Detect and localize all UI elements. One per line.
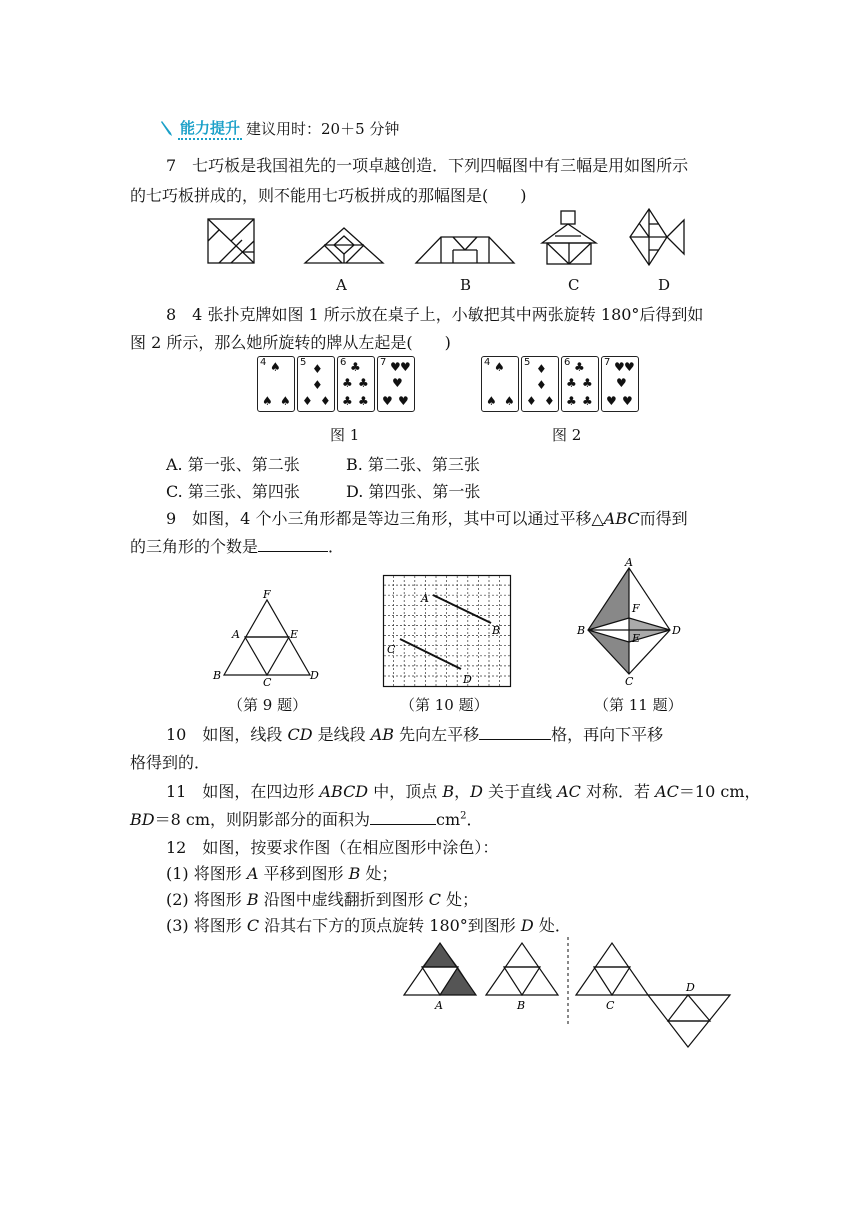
card-rank: 6 <box>564 357 571 368</box>
card-rank: 7 <box>604 357 611 368</box>
q12-var: A <box>246 864 259 883</box>
q12-text: 沿其右下方的顶点旋转 180°到图形 <box>259 916 521 935</box>
fig2-card-2 <box>521 356 559 412</box>
q9-text: 9 如图，4 个小三角形都是等边三角形，其中可以通过平移△ <box>166 509 604 528</box>
club-icon: ♣ <box>566 376 577 390</box>
q10-var-cd: CD <box>287 725 313 744</box>
club-icon: ♣ <box>582 376 593 390</box>
card-rank: 4 <box>484 357 491 368</box>
q12-text: 处． <box>533 916 571 935</box>
fig1-card-1 <box>257 356 295 412</box>
q11-var: D <box>470 782 483 801</box>
q7-label-c: C <box>568 276 580 294</box>
card-rank: 7 <box>380 357 387 368</box>
q10-label-a: A <box>421 592 429 605</box>
diamond-icon: ♦ <box>536 362 547 376</box>
q9-answer-blank[interactable] <box>258 535 328 552</box>
q9-caption: （第 9 题） <box>228 696 308 714</box>
card-rank: 6 <box>340 357 347 368</box>
q12-var: C <box>246 916 260 935</box>
q11-var: ABCD <box>319 782 369 801</box>
q9-text: 的三角形的个数是 <box>130 537 259 556</box>
club-icon: ♣ <box>574 360 585 374</box>
q12-label-c: C <box>606 999 615 1012</box>
club-icon: ♣ <box>350 360 361 374</box>
q12-text: 处； <box>360 864 398 883</box>
q11-label-f: F <box>632 602 640 615</box>
q12-step3 <box>166 913 571 936</box>
q11-text: ＝8 cm，则阴影部分的面积为 <box>154 810 370 829</box>
q11-caption: （第 11 题） <box>594 696 683 714</box>
q9-label-e: E <box>290 628 299 641</box>
q10-text: 10 如图，线段 <box>166 725 288 744</box>
q12-text: (2) 将图形 <box>166 890 247 909</box>
q9-text: ． <box>328 537 345 556</box>
fig1-card-3 <box>337 356 375 412</box>
q12-text: 沿图中虚线翻折到图形 <box>258 890 429 909</box>
q10-text: 先向左平移 <box>394 725 480 744</box>
q11-label-d: D <box>672 624 681 637</box>
q11-var: AC <box>557 782 581 801</box>
q8-option-b[interactable]: B. 第二张、第三张 <box>346 455 480 474</box>
spade-icon: ♠ <box>270 360 281 374</box>
q11-var: AC <box>655 782 679 801</box>
q7-label-d: D <box>658 276 671 294</box>
spade-icon: ♠ <box>486 394 497 408</box>
q11-label-c: C <box>625 675 634 688</box>
q12-var: D <box>520 916 534 935</box>
q9-label-c: C <box>263 676 272 689</box>
heart-icon: ♥ <box>606 394 617 408</box>
q7-label-a: A <box>336 276 347 294</box>
q10-caption: （第 10 题） <box>400 696 489 714</box>
heart-icon: ♥ <box>382 394 393 408</box>
spade-icon: ♠ <box>504 394 515 408</box>
q7-option-d-figure <box>629 208 685 266</box>
q7-line1: 7 七巧板是我国祖先的一项卓越创造．下列四幅图中有三幅是用如图所示 <box>166 156 689 175</box>
suggested-time: 建议用时：20＋5 分钟 <box>246 119 400 138</box>
q11-text: ， <box>454 782 471 801</box>
fig1-card-4 <box>377 356 415 412</box>
heart-icon: ♥ <box>392 376 403 390</box>
q8-option-c[interactable]: C. 第三张、第四张 <box>166 482 300 501</box>
q12-label-b: B <box>517 999 526 1012</box>
heart-icon: ♥ <box>624 360 635 374</box>
q10-text: 格，再向下平移 <box>551 725 664 744</box>
club-icon: ♣ <box>358 394 369 408</box>
q11-var: B <box>442 782 455 801</box>
q9-label-a: A <box>232 628 240 641</box>
q9-label-b: B <box>213 669 222 682</box>
q11-text: 关于直线 <box>482 782 558 801</box>
spade-icon: ♠ <box>494 360 505 374</box>
q11-line2 <box>130 807 483 830</box>
q11-line1 <box>166 779 761 802</box>
q10-label-c: C <box>387 643 396 656</box>
diamond-icon: ♦ <box>312 378 323 392</box>
fig2-caption: 图 2 <box>552 426 582 444</box>
q9-var-abc: ABC <box>603 509 640 528</box>
diamond-icon: ♦ <box>320 394 331 408</box>
q11-sup: 2 <box>460 810 467 822</box>
q11-label-a: A <box>625 556 633 569</box>
club-icon: ♣ <box>342 394 353 408</box>
section-badge: 能力提升 <box>178 117 242 140</box>
q11-answer-blank[interactable] <box>370 808 436 825</box>
q11-text: 11 如图，在四边形 <box>166 782 320 801</box>
card-rank: 4 <box>260 357 267 368</box>
q10-text: 是线段 <box>312 725 371 744</box>
spade-icon: ♠ <box>280 394 291 408</box>
diamond-icon: ♦ <box>312 362 323 376</box>
heart-icon: ♥ <box>390 360 401 374</box>
heart-icon: ♥ <box>614 360 625 374</box>
q12-step1 <box>166 861 397 884</box>
q10-grid-figure <box>383 575 513 687</box>
q8-option-a[interactable]: A. 第一张、第二张 <box>166 455 300 474</box>
q12-step2 <box>166 887 478 910</box>
q11-text: 对称．若 <box>580 782 656 801</box>
club-icon: ♣ <box>358 376 369 390</box>
heart-icon: ♥ <box>400 360 411 374</box>
q11-var: BD <box>130 810 155 829</box>
q9-text: 而得到 <box>639 509 688 528</box>
q12-triangles-figure <box>400 935 735 1050</box>
q7-option-a-figure <box>304 226 384 264</box>
club-icon: ♣ <box>582 394 593 408</box>
q11-label-b: B <box>577 624 586 637</box>
pencil-icon <box>160 119 174 137</box>
q10-label-d: D <box>463 673 472 686</box>
q7-tangram-square <box>207 218 257 264</box>
q7-line2: 的七巧板拼成的，则不能用七巧板拼成的那幅图是( ) <box>130 186 527 205</box>
q11-text: 中，顶点 <box>368 782 443 801</box>
club-icon: ♣ <box>342 376 353 390</box>
q8-line2: 图 2 所示，那么她所旋转的牌从左起是( ) <box>130 333 451 352</box>
q8-line1: 8 4 张扑克牌如图 1 所示放在桌子上，小敏把其中两张旋转 180°后得到如 <box>166 305 704 324</box>
q10-answer-blank-1[interactable] <box>479 723 551 740</box>
diamond-icon: ♦ <box>526 394 537 408</box>
q11-text: cm <box>436 810 461 829</box>
q12-text: (3) 将图形 <box>166 916 247 935</box>
q9-line2 <box>130 534 344 557</box>
q9-label-f: F <box>263 588 271 601</box>
heart-icon: ♥ <box>398 394 409 408</box>
q7-option-c-figure <box>541 210 597 265</box>
heart-icon: ♥ <box>616 376 627 390</box>
q12-var: C <box>428 890 442 909</box>
fig2-card-3 <box>561 356 599 412</box>
q10-line2: 格得到的． <box>130 753 211 772</box>
fig1-caption: 图 1 <box>330 426 360 444</box>
q11-text: ． <box>466 810 483 829</box>
diamond-icon: ♦ <box>544 394 555 408</box>
q9-triangle-figure <box>212 588 322 689</box>
q12-line1: 12 如图，按要求作图（在相应图形中涂色）： <box>166 838 499 857</box>
fig2-card-1 <box>481 356 519 412</box>
q12-label-a: A <box>435 999 443 1012</box>
q9-label-d: D <box>310 669 319 682</box>
spade-icon: ♠ <box>262 394 273 408</box>
heart-icon: ♥ <box>622 394 633 408</box>
q10-label-b: B <box>492 624 501 637</box>
q12-text: 处； <box>441 890 479 909</box>
q8-option-d[interactable]: D. 第四张、第一张 <box>346 482 481 501</box>
q12-var: B <box>246 890 259 909</box>
q7-option-b-figure <box>415 236 515 264</box>
diamond-icon: ♦ <box>302 394 313 408</box>
q11-quadrilateral-figure <box>573 556 683 686</box>
fig1-card-2 <box>297 356 335 412</box>
fig2-card-4 <box>601 356 639 412</box>
q9-line1 <box>166 506 688 529</box>
card-rank: 5 <box>524 357 531 368</box>
q11-text: ＝10 cm， <box>678 782 761 801</box>
club-icon: ♣ <box>566 394 577 408</box>
section-header <box>160 116 399 140</box>
q10-var-ab: AB <box>370 725 395 744</box>
q12-text: (1) 将图形 <box>166 864 247 883</box>
q11-label-e: E <box>632 632 641 645</box>
q12-var: B <box>348 864 361 883</box>
q7-label-b: B <box>460 276 472 294</box>
diamond-icon: ♦ <box>536 378 547 392</box>
q10-line1 <box>166 722 663 745</box>
card-rank: 5 <box>300 357 307 368</box>
q12-text: 平移到图形 <box>258 864 349 883</box>
q12-label-d: D <box>686 981 695 994</box>
